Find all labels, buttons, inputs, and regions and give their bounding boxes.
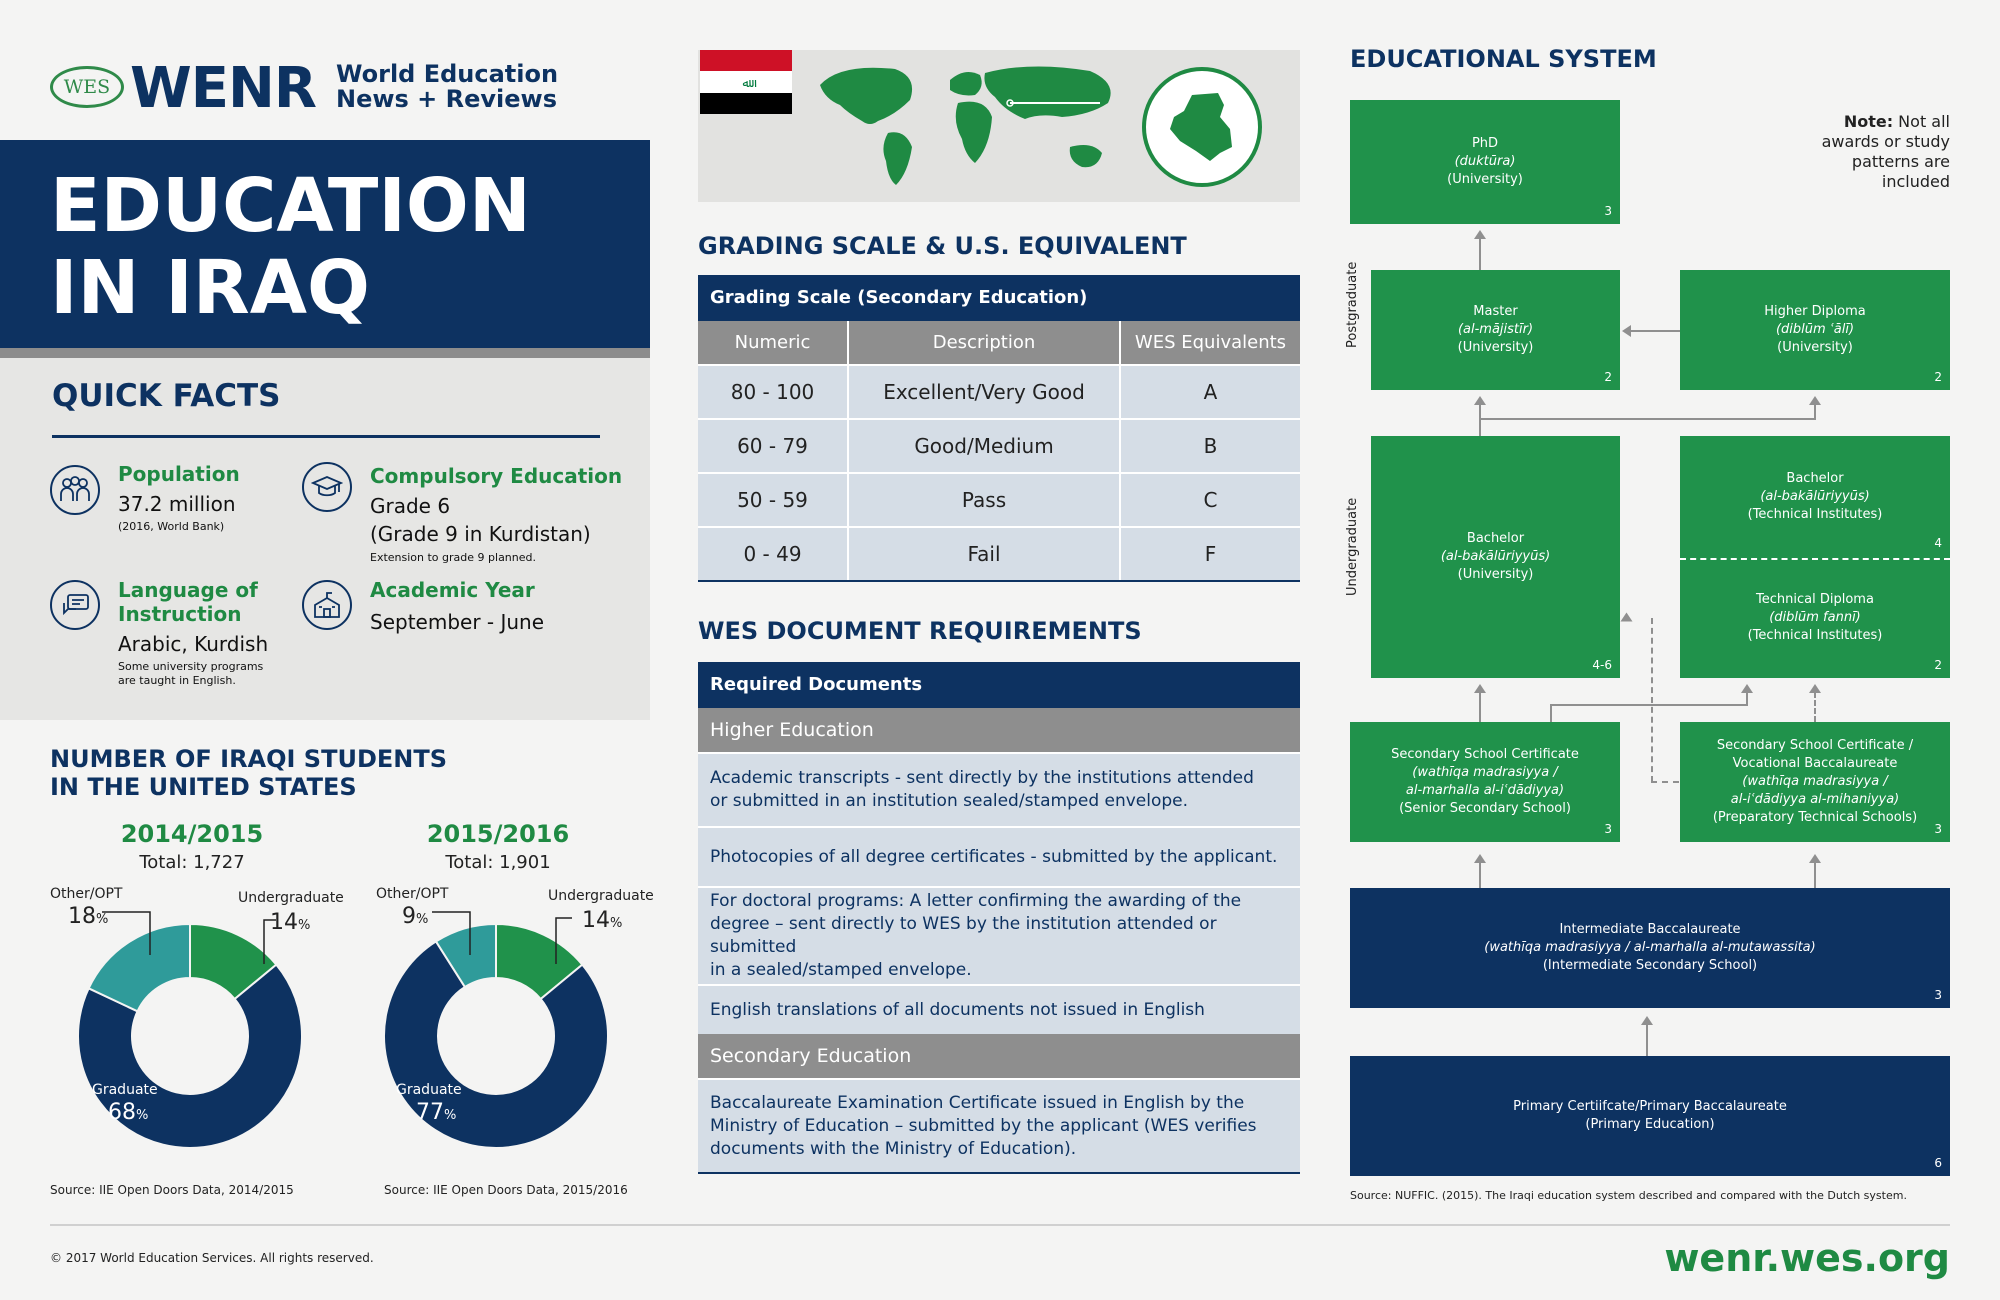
undergrad-label-2015: Undergraduate — [548, 888, 654, 904]
language-label-line1: Language of — [118, 578, 258, 602]
vocational-certificate-years: 3 — [1934, 822, 1942, 836]
vocational-certificate-native-1: (wathīqa madrasiyya / — [1742, 774, 1888, 789]
title-divider — [0, 348, 650, 358]
chart-total-2015: Total: 1,901 — [445, 852, 551, 873]
academic-year-value: September - June — [370, 610, 545, 634]
master-years: 2 — [1604, 370, 1612, 384]
list-item — [698, 752, 1300, 826]
speech-bubble-icon — [50, 580, 100, 630]
secondary-certificate-inst: (Senior Secondary School) — [1399, 801, 1571, 816]
master-native: (al-mājistīr) — [1457, 322, 1534, 337]
list-item-line: Ministry of Education – submitted by the applicant (WES verifies — [710, 1115, 1257, 1136]
table-row — [698, 527, 1300, 581]
connector-line — [1814, 860, 1816, 888]
language-note-line2: are taught in English. — [118, 674, 236, 687]
compulsory-value-kurdistan: (Grade 9 in Kurdistan) — [370, 522, 591, 546]
vocational-certificate-box — [1680, 722, 1950, 842]
grad-pct-2015-value: 77 — [416, 1100, 444, 1125]
chart-year-2014: 2014/2015 — [120, 820, 264, 848]
list-item-line: For doctoral programs: A letter confirming the awarding of the — [710, 891, 1242, 911]
secondary-certificate-years: 3 — [1604, 822, 1612, 836]
grading-title: GRADING SCALE & U.S. EQUIVALENT — [698, 232, 1187, 260]
secondary-certificate-native-1: (wathīqa madrasiyya / — [1412, 765, 1558, 780]
connector-line — [1550, 704, 1552, 722]
edu-system-note — [1800, 112, 1950, 192]
other-label-2014: Other/OPT — [50, 886, 123, 902]
language-note — [118, 660, 263, 688]
technical-diploma-years: 2 — [1934, 658, 1942, 672]
other-label-2015: Other/OPT — [376, 886, 449, 902]
wes-logo-badge: WES — [50, 66, 124, 108]
list-item-line: or submitted in an institution sealed/stamped envelope. — [710, 791, 1189, 811]
other-pct-2014-sign: % — [96, 912, 109, 927]
intermediate-inst: (Intermediate Secondary School) — [1542, 958, 1758, 973]
iraq-flag-icon — [700, 50, 792, 114]
arrow-up-icon — [1641, 1016, 1653, 1025]
grad-pct-2014 — [108, 1100, 148, 1125]
population-icon — [50, 465, 100, 515]
dashed-divider — [1680, 558, 1950, 560]
arrow-left-icon — [1622, 325, 1631, 337]
list-item-line: Photocopies of all degree certificates - submitted by the applicant. — [710, 846, 1278, 867]
grading-grid — [698, 321, 1300, 582]
undergraduate-label-text: Undergraduate — [1345, 497, 1360, 596]
other-leader-2015 — [430, 910, 490, 960]
population-value: 37.2 million — [118, 492, 236, 516]
table-cell: Fail — [848, 527, 1120, 581]
chart-total-2014: Total: 1,727 — [139, 852, 245, 873]
other-leader-2014 — [100, 910, 160, 960]
school-building-icon — [302, 580, 352, 630]
bachelor-university-years: 4-6 — [1592, 658, 1612, 672]
vocational-certificate-name-1: Secondary School Certificate / — [1716, 738, 1914, 753]
population-label: Population — [118, 462, 240, 486]
arrow-up-icon — [1474, 854, 1486, 863]
table-cell: 60 - 79 — [698, 419, 848, 473]
connector-line — [1479, 860, 1481, 888]
phd-name: PhD — [1471, 136, 1499, 151]
higher-diploma-years: 2 — [1934, 370, 1942, 384]
list-item-line: Baccalaureate Examination Certificate issued in English by the — [710, 1092, 1245, 1113]
students-title-line1: NUMBER OF IRAQI STUDENTS — [50, 745, 448, 773]
connector-line — [1479, 418, 1815, 420]
language-label — [118, 578, 258, 626]
bachelor-university-inst: (University) — [1457, 567, 1534, 582]
arrow-up-icon — [1809, 684, 1821, 693]
compulsory-value: Grade 6 — [370, 494, 451, 518]
source-2014: Source: IIE Open Doors Data, 2014/2015 — [50, 1183, 294, 1197]
dashed-connector — [1651, 781, 1679, 783]
iraq-map-icon — [1140, 65, 1264, 189]
grading-header-row — [698, 321, 1300, 365]
chart-year-2015: 2015/2016 — [426, 820, 570, 848]
documents-secondary-heading: Secondary Education — [698, 1034, 1300, 1078]
graduation-cap-icon — [302, 462, 352, 512]
world-map-icon — [800, 55, 1140, 195]
table-cell: 80 - 100 — [698, 365, 848, 419]
table-cell: B — [1120, 419, 1300, 473]
table-cell: Good/Medium — [848, 419, 1120, 473]
source-2015: Source: IIE Open Doors Data, 2015/2016 — [384, 1183, 628, 1197]
master-name: Master — [1473, 304, 1518, 319]
grading-header-cell: Numeric — [698, 321, 848, 365]
technical-diploma-box — [1680, 558, 1950, 678]
site-link[interactable]: wenr.wes.org — [1664, 1236, 1950, 1280]
intermediate-native: (wathīqa madrasiyya / al-marhalla al-mutawassita) — [1484, 940, 1816, 955]
grading-table — [698, 275, 1300, 582]
arrow-up-icon — [1474, 684, 1486, 693]
arrow-up-icon — [1474, 396, 1486, 405]
bachelor-technical-inst: (Technical Institutes) — [1747, 507, 1883, 522]
dashed-connector — [1651, 618, 1653, 782]
list-item — [698, 886, 1300, 984]
footer-divider — [50, 1224, 1950, 1226]
grading-header-cell: WES Equivalents — [1120, 321, 1300, 365]
note-line3: patterns are — [1851, 152, 1950, 171]
arrow-up-icon — [1474, 230, 1486, 239]
students-title — [50, 745, 447, 801]
edu-system-title: EDUCATIONAL SYSTEM — [1350, 45, 1657, 73]
edu-system-source: Source: NUFFIC. (2015). The Iraqi education system described and compared with the Dutch system. — [1350, 1189, 1907, 1202]
compulsory-note: Extension to grade 9 planned. — [370, 551, 536, 564]
undergrad-pct-2014-sign: % — [298, 918, 311, 933]
table-cell: 50 - 59 — [698, 473, 848, 527]
undergrad-leader-2014 — [256, 918, 286, 968]
donut-chart-2015 — [376, 916, 616, 1156]
higher-diploma-inst: (University) — [1777, 340, 1853, 355]
academic-year-label: Academic Year — [370, 578, 535, 602]
arrow-up-icon — [1809, 396, 1821, 405]
undergrad-pct-2015-value: 14 — [582, 908, 610, 933]
documents-table — [698, 662, 1300, 1174]
grad-label-2014: Graduate — [92, 1082, 158, 1098]
note-bold: Note: — [1843, 112, 1894, 131]
documents-head: Required Documents — [698, 662, 1300, 708]
phd-years: 3 — [1604, 204, 1612, 218]
other-pct-2015-value: 9 — [402, 904, 416, 929]
technical-diploma-native: (diblūm fannī) — [1769, 610, 1861, 625]
primary-inst: (Primary Education) — [1585, 1117, 1715, 1132]
vocational-certificate-name-2: Vocational Baccalaureate — [1732, 756, 1898, 771]
list-item-line: English translations of all documents not issued in English — [710, 999, 1205, 1020]
note-line2: awards or study — [1821, 132, 1950, 151]
phd-native: (duktūra) — [1454, 154, 1516, 169]
secondary-certificate-box — [1350, 722, 1620, 842]
higher-diploma-box — [1680, 270, 1950, 390]
table-cell: 0 - 49 — [698, 527, 848, 581]
bachelor-university-name: Bachelor — [1466, 531, 1525, 546]
bachelor-technical-box — [1680, 436, 1950, 558]
postgraduate-label — [1345, 262, 1360, 348]
connector-line — [1646, 1022, 1648, 1058]
secondary-certificate-native-2: al-marhalla al-iʿdādiyya) — [1405, 783, 1565, 798]
list-item — [698, 826, 1300, 886]
list-item-line: degree – sent directly to WES by the institution attended or submitted — [710, 914, 1217, 957]
grad-label-2015: Graduate — [396, 1082, 462, 1098]
svg-text:ﷲ: ﷲ — [742, 76, 750, 90]
intermediate-box — [1350, 888, 1950, 1008]
bachelor-technical-name: Bachelor — [1786, 471, 1844, 486]
compulsory-label: Compulsory Education — [370, 464, 623, 488]
language-label-line2: Instruction — [118, 602, 242, 626]
other-pct-2015-sign: % — [416, 912, 429, 927]
bachelor-technical-years: 4 — [1934, 536, 1942, 550]
wenr-logo: WENR — [130, 56, 317, 121]
table-cell: F — [1120, 527, 1300, 581]
undergrad-leader-2015 — [548, 916, 578, 966]
copyright: © 2017 World Education Services. All rights reserved. — [50, 1251, 374, 1265]
phd-box — [1350, 100, 1620, 224]
higher-diploma-native: (diblūm ʿālī) — [1775, 322, 1855, 337]
grad-pct-2014-sign: % — [136, 1108, 149, 1123]
logo-subtitle — [336, 62, 558, 112]
arrow-up-icon — [1621, 613, 1633, 622]
postgraduate-label-text: Postgraduate — [1345, 261, 1360, 348]
language-note-line1: Some university programs — [118, 660, 264, 673]
connector-line — [1630, 330, 1680, 332]
list-item-line: Academic transcripts - sent directly by the institutions attended — [710, 768, 1254, 788]
list-item-line: in a sealed/stamped envelope. — [710, 960, 972, 980]
undergrad-pct-2015-sign: % — [610, 916, 623, 931]
list-item-line: documents with the Ministry of Education). — [710, 1138, 1077, 1159]
technical-diploma-inst: (Technical Institutes) — [1747, 628, 1883, 643]
bachelor-university-box — [1371, 436, 1620, 678]
technical-diploma-name: Technical Diploma — [1756, 592, 1874, 607]
phd-inst: (University) — [1447, 172, 1523, 187]
primary-box — [1350, 1056, 1950, 1176]
note-line4: included — [1881, 172, 1950, 191]
documents-title: WES DOCUMENT REQUIREMENTS — [698, 617, 1142, 645]
primary-years: 6 — [1934, 1156, 1942, 1170]
table-row — [698, 365, 1300, 419]
connector-line — [1479, 690, 1481, 722]
language-value: Arabic, Kurdish — [118, 632, 269, 656]
grad-pct-2015-sign: % — [444, 1108, 457, 1123]
list-item — [698, 1078, 1300, 1174]
page-title-line1: EDUCATION — [50, 163, 531, 249]
master-inst: (University) — [1457, 340, 1534, 355]
grading-header-cell: Description — [848, 321, 1120, 365]
undergrad-pct-2015 — [582, 908, 622, 933]
secondary-certificate-name: Secondary School Certificate — [1391, 747, 1579, 762]
other-pct-2015 — [402, 904, 428, 929]
students-title-line2: IN THE UNITED STATES — [50, 773, 357, 801]
page-title-line2: IN IRAQ — [50, 245, 370, 331]
table-cell: Pass — [848, 473, 1120, 527]
documents-higher-heading: Higher Education — [698, 708, 1300, 752]
undergrad-label-2014: Undergraduate — [238, 890, 344, 906]
table-cell: C — [1120, 473, 1300, 527]
quick-facts-title: QUICK FACTS — [52, 378, 281, 414]
population-note: (2016, World Bank) — [118, 520, 225, 533]
intermediate-name: Intermediate Baccalaureate — [1559, 922, 1741, 937]
dashed-connector — [1814, 692, 1816, 722]
vocational-certificate-native-2: al-iʿdādiyya al-mihaniyya) — [1730, 792, 1900, 807]
undergrad-pct-2014-value: 14 — [270, 910, 298, 935]
quick-facts-rule — [52, 435, 600, 438]
table-cell: Excellent/Very Good — [848, 365, 1120, 419]
logo-subtitle-line2: News + Reviews — [336, 85, 558, 113]
table-cell: A — [1120, 365, 1300, 419]
connector-line — [1550, 704, 1748, 706]
page-title — [50, 165, 531, 329]
bachelor-technical-native: (al-bakālūriyyūs) — [1760, 489, 1870, 504]
table-row — [698, 473, 1300, 527]
connector-line — [1479, 236, 1481, 270]
higher-diploma-name: Higher Diploma — [1764, 304, 1866, 319]
list-item — [698, 984, 1300, 1034]
note-text: Not all — [1893, 112, 1950, 131]
vocational-certificate-inst: (Preparatory Technical Schools) — [1712, 810, 1918, 825]
arrow-up-icon — [1741, 684, 1753, 693]
master-box — [1371, 270, 1620, 390]
intermediate-years: 3 — [1934, 988, 1942, 1002]
undergraduate-label — [1345, 498, 1360, 596]
other-pct-2014-value: 18 — [68, 904, 96, 929]
logo-subtitle-line1: World Education — [336, 60, 559, 88]
grad-pct-2015 — [416, 1100, 456, 1125]
bachelor-university-native: (al-bakālūriyyūs) — [1440, 549, 1551, 564]
table-row — [698, 419, 1300, 473]
grad-pct-2014-value: 68 — [108, 1100, 136, 1125]
primary-name: Primary Certiifcate/Primary Baccalaureate — [1513, 1099, 1787, 1114]
grading-caption: Grading Scale (Secondary Education) — [698, 275, 1300, 321]
arrow-up-icon — [1809, 854, 1821, 863]
